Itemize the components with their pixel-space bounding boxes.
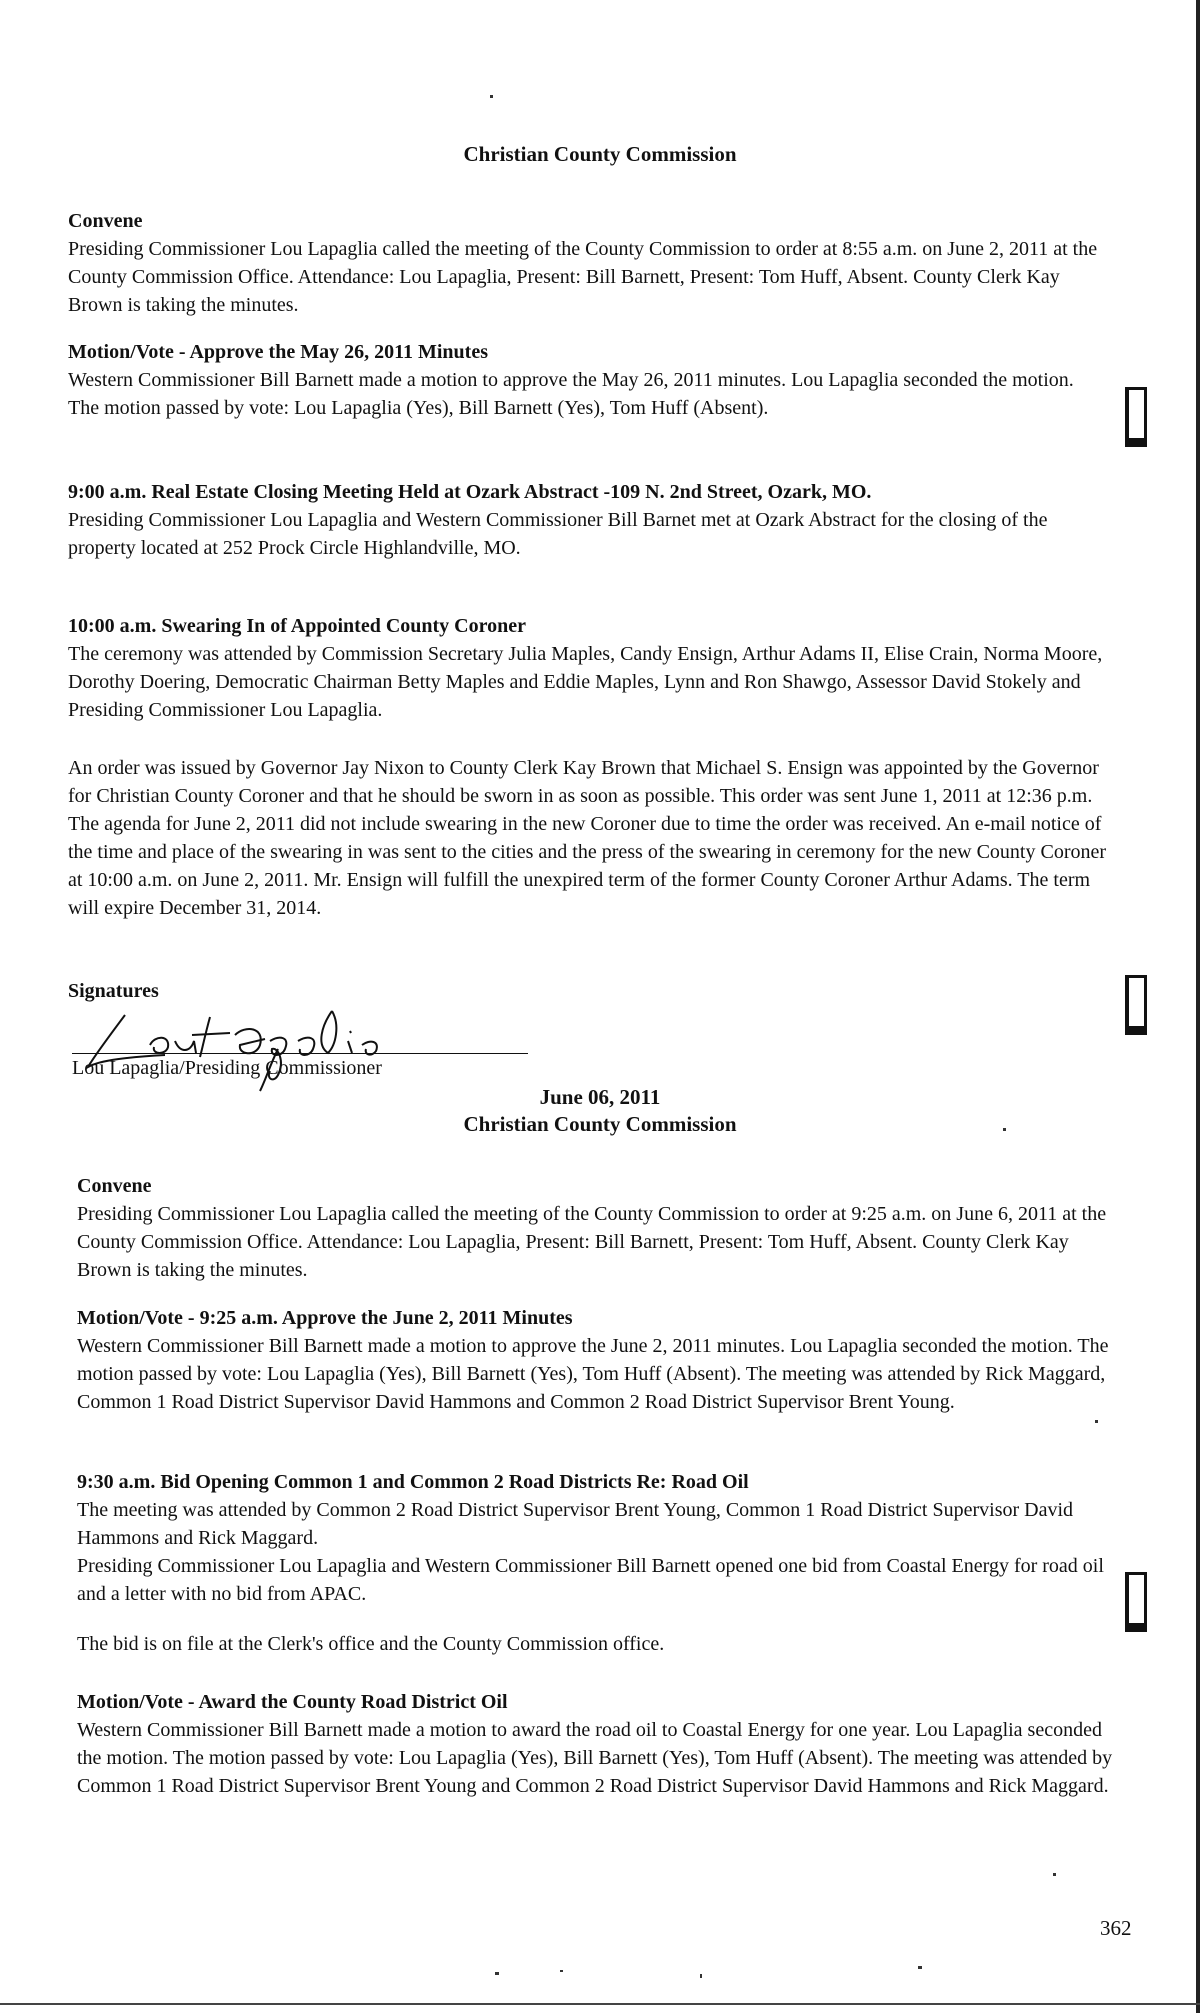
section-heading: Signatures <box>68 980 159 1002</box>
scan-edge-right <box>1196 0 1200 2013</box>
section-text: Western Commissioner Bill Barnett made a motion to award the road oil to Coastal Energy for one year. Lou Lapaglia seconded the motion. The motion passed by vote: Lou Lapaglia (Yes), Bill Barnett (Yes), Tom Huff (Absent). The meeting was attended by Common 1 Road District Supervisor Brent Young and Common 2 Road District Supervisor David Hammons and Rick Maggard. <box>77 1719 1113 1797</box>
section-text: Presiding Commissioner Lou Lapaglia and Western Commissioner Bill Barnett opened one bid from Coastal Energy for road oil and a letter with no bid from APAC. <box>77 1555 1104 1605</box>
coroner-section <box>68 612 1108 724</box>
section-text: Presiding Commissioner Lou Lapaglia and Western Commissioner Bill Barnet met at Ozark Abstract for the closing of the property located at 252 Prock Circle Highlandville, MO. <box>68 509 1048 559</box>
section-text: Western Commissioner Bill Barnett made a motion to approve the May 26, 2011 minutes. Lou Lapaglia seconded the motion. The motion passed by vote: Lou Lapaglia (Yes), Bill Barnett (Yes), Tom Huff (Absent). <box>68 369 1074 419</box>
section-heading: 10:00 a.m. Swearing In of Appointed County Coroner <box>68 615 526 637</box>
meeting-title: Christian County Commission <box>463 1112 737 1136</box>
section-text: The bid is on file at the Clerk's office and the County Commission office. <box>77 1633 665 1655</box>
signature-line <box>72 1053 528 1054</box>
bid-file-note <box>77 1630 1117 1658</box>
minutes-motion-section <box>68 338 1108 422</box>
convene-section <box>77 1172 1117 1284</box>
scan-speck <box>560 1970 563 1972</box>
section-heading: 9:00 a.m. Real Estate Closing Meeting Held at Ozark Abstract -109 N. 2nd Street, Ozark, MO. <box>68 481 872 503</box>
real-estate-section <box>68 478 1068 562</box>
scan-speck <box>1095 1420 1098 1423</box>
section-text: Western Commissioner Bill Barnett made a motion to approve the June 2, 2011 minutes. Lou Lapaglia seconded the motion. The motion passed by vote: Lou Lapaglia (Yes), Bill Barnett (Yes), Tom Huff (Absent). The meeting was attended by Rick Maggard, Common 1 Road District Supervisor David Hammons and Common 2 Road District Supervisor Brent Young. <box>77 1335 1109 1413</box>
section-heading: Convene <box>77 1175 152 1197</box>
coroner-order-section <box>68 754 1108 922</box>
section-heading: Motion/Vote - Award the County Road District Oil <box>77 1691 508 1713</box>
index-tab-mark <box>1125 387 1147 447</box>
section-heading: Motion/Vote - Approve the May 26, 2011 Minutes <box>68 341 488 363</box>
scan-speck <box>495 1972 499 1975</box>
section-text: The meeting was attended by Common 2 Road District Supervisor Brent Young, Common 1 Road District Supervisor David Hammons and Rick Maggard. <box>77 1499 1074 1549</box>
index-tab-mark <box>1125 975 1147 1035</box>
section-heading: 9:30 a.m. Bid Opening Common 1 and Common 2 Road Districts Re: Road Oil <box>77 1471 749 1493</box>
scan-speck <box>490 95 493 98</box>
page-number: 362 <box>1100 1916 1132 1940</box>
meeting-date: June 06, 2011 <box>539 1085 661 1109</box>
section-text: Presiding Commissioner Lou Lapaglia called the meeting of the County Commission to order at 9:25 a.m. on June 6, 2011 at the County Commission Office. Attendance: Lou Lapaglia, Present: Bill Barnett, Present: Tom Huff, Absent. County Clerk Kay Brown is taking the minutes. <box>77 1203 1107 1281</box>
award-motion-section <box>77 1688 1117 1800</box>
handwritten-signature <box>70 1005 540 1095</box>
scan-speck <box>918 1966 922 1969</box>
section-text: Presiding Commissioner Lou Lapaglia called the meeting of the County Commission to order at 8:55 a.m. on June 2, 2011 at the County Commission Office. Attendance: Lou Lapaglia, Present: Bill Barnett, Present: Tom Huff, Absent. County Clerk Kay Brown is taking the minutes. <box>68 238 1098 316</box>
scan-speck <box>1053 1873 1056 1876</box>
scan-speck <box>700 1974 702 1978</box>
section-heading: Convene <box>68 210 143 232</box>
scan-edge-bottom <box>0 2003 1200 2005</box>
minutes-motion-section <box>77 1304 1117 1416</box>
index-tab-mark <box>1125 1572 1147 1632</box>
signature-block <box>70 1005 570 1095</box>
convene-section <box>68 207 1108 319</box>
signature-caption: Lou Lapaglia/Presiding Commissioner <box>72 1057 382 1079</box>
section-text: The ceremony was attended by Commission Secretary Julia Maples, Candy Ensign, Arthur Adams II, Elise Crain, Norma Moore, Dorothy Doering, Democratic Chairman Betty Maples and Eddie Maples, Lynn and Ron Shawgo, Assessor David Stokely and Presiding Commissioner Lou Lapaglia. <box>68 643 1103 721</box>
signatures-section <box>68 977 1108 1005</box>
section-text: An order was issued by Governor Jay Nixon to County Clerk Kay Brown that Michael S. Ensign was appointed by the Governor for Christian County Coroner and that he should be sworn in as soon as possible. This order was sent June 1, 2011 at 12:36 p.m. The agenda for June 2, 2011 did not include swearing in the new Coroner due to time the order was received. An e-mail notice of the time and place of the swearing in was sent to the cities and the press of the swearing in ceremony for the new County Coroner at 10:00 a.m. on June 2, 2011. Mr. Ensign will fulfill the unexpired term of the former County Coroner Arthur Adams. The term will expire December 31, 2014. <box>68 757 1107 919</box>
bid-opening-section <box>77 1468 1117 1608</box>
section-heading: Motion/Vote - 9:25 a.m. Approve the June 2, 2011 Minutes <box>77 1307 573 1329</box>
meeting-title: Christian County Commission <box>463 142 737 166</box>
